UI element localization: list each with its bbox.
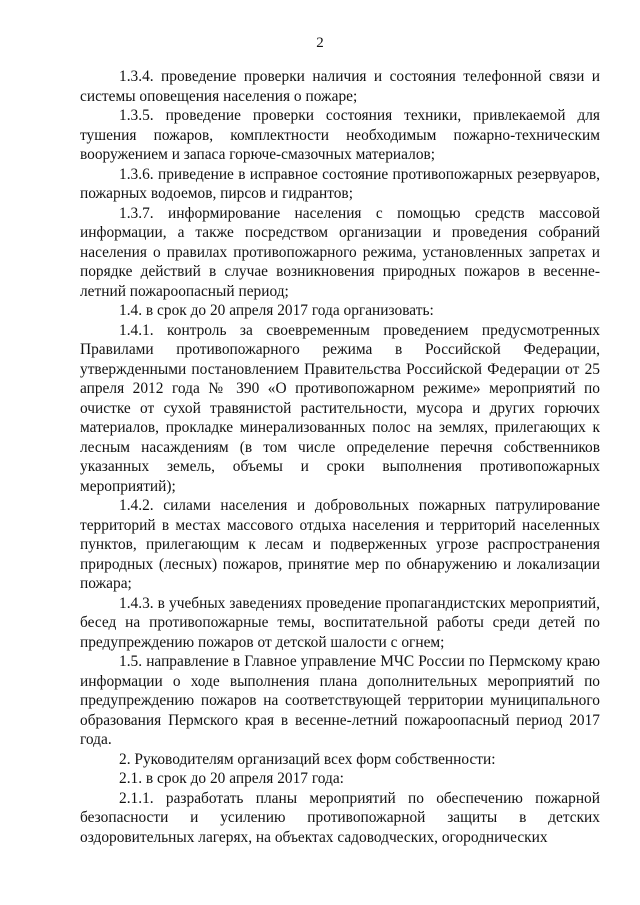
paragraph-2: 2. Руководителям организаций всех форм собственности: bbox=[119, 750, 496, 768]
paragraph-1-3-4: 1.3.4. проведение проверки наличия и состояния телефонной связи и системы оповещения населения о пожаре; bbox=[80, 68, 600, 105]
paragraph-1-3-7: 1.3.7. информирование населения с помощью средств массовой информации, а также посредством организации и проведения собраний населения о правилах противопожарного режима, установленных запретах и порядке действий в случае возникновения природных пожаров в весенне-летний пожароопасный период; bbox=[80, 204, 600, 300]
paragraph-1-5: 1.5. направление в Главное управление МЧС России по Пермскому краю информации о ходе выполнения плана дополнительных мероприятий по предупреждению пожаров на соответствующей территории муниципального образования Пермского края в весенне-летний пожароопасный период 2017 года. bbox=[80, 653, 600, 748]
paragraph-2-1-1: 2.1.1. разработать планы мероприятий по обеспечению пожарной безопасности и усилению противопожарной защиты в детских оздоровительных лагерях, на объектах садоводческих, огороднических bbox=[80, 789, 600, 846]
paragraph-1-4-3: 1.4.3. в учебных заведениях проведение пропагандистских мероприятий, бесед на противопожарные темы, воспитательной работы среди детей по предупреждению пожаров от детской шалости с огнем; bbox=[80, 594, 600, 651]
paragraph-1-3-5: 1.3.5. проведение проверки состояния техники, привлекаемой для тушения пожаров, комплектности необходимым пожарно-техническим вооружением и запаса горюче-смазочных материалов; bbox=[80, 107, 600, 163]
paragraph-2-1: 2.1. в срок до 20 апреля 2017 года: bbox=[119, 770, 344, 787]
paragraph-1-4: 1.4. в срок до 20 апреля 2017 года организовать: bbox=[119, 302, 434, 319]
page-number: 2 bbox=[316, 35, 324, 51]
document-body bbox=[80, 67, 600, 847]
paragraph-1-4-1: 1.4.1. контроль за своевременным проведением предусмотренных Правилами противопожарного режима в Российской Федерации, утвержденными постановлением Правительства Российской Федерации от 25 апреля 2012 года № 390 «О противопожарном режиме» мероприятий по очистке от сухой травянистой растительности, мусора и других горючих материалов, прокладке минерализованных полос на землях, прилегающих к лесным насаждениям (в том числе определение перечня собственников указанных земель, объемы и сроки выполнения противопожарных мероприятий); bbox=[80, 321, 600, 495]
paragraph-1-4-2: 1.4.2. силами населения и добровольных пожарных патрулирование территорий в местах массового отдыха населения и территорий населенных пунктов, прилегающим к лесам и подверженных угрозе распространения природных (лесных) пожаров, принятие мер по обнаружению и локализации пожара; bbox=[80, 497, 600, 592]
paragraph-1-3-6: 1.3.6. приведение в исправное состояние противопожарных резервуаров, пожарных водоемов, пирсов и гидрантов; bbox=[80, 165, 600, 202]
